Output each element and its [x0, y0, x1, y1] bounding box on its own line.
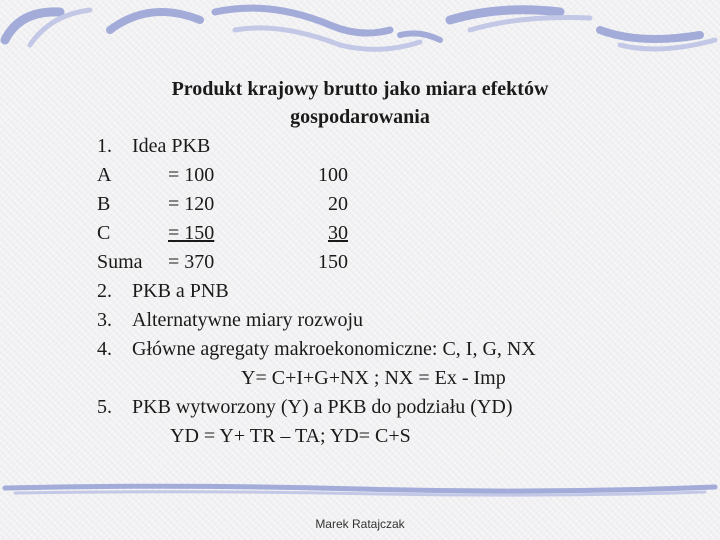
list-item-text: PKB wytworzony (Y) a PKB do podziału (YD) [132, 396, 513, 418]
table-eq: = 150 [168, 222, 215, 244]
table-label: A [97, 164, 112, 186]
table-label: B [97, 193, 111, 215]
list-number: 3. [97, 309, 112, 331]
slide-title-line1: Produkt krajowy brutto jako miara efektów [171, 78, 549, 100]
decorative-line-bottom [0, 480, 720, 500]
footer-author: Marek Ratajczak [315, 517, 405, 531]
list-item-text: Alternatywne miary rozwoju [132, 309, 364, 331]
list-item-text: Idea PKB [132, 135, 211, 157]
table-value: 150 [318, 251, 348, 273]
list-item-text: PKB a PNB [132, 280, 229, 302]
list-item-text: Główne agregaty makroekonomiczne: C, I, G, NX [132, 338, 536, 360]
formula-nx: Y= C+I+G+NX ; NX = Ex - Imp [241, 367, 506, 389]
table-label: Suma [97, 251, 143, 273]
list-number: 4. [97, 338, 112, 360]
table-eq: = 120 [168, 193, 215, 215]
table-value: 100 [318, 164, 348, 186]
slide-title-line2: gospodarowania [290, 106, 430, 128]
table-value: 20 [328, 193, 348, 215]
table-eq: = 100 [168, 164, 215, 186]
list-number: 5. [97, 396, 112, 418]
list-number: 2. [97, 280, 112, 302]
table-eq: = 370 [168, 251, 215, 273]
decorative-swoosh-top [0, 0, 720, 62]
formula-yd: YD = Y+ TR – TA; YD= C+S [170, 425, 411, 447]
table-value: 30 [328, 222, 348, 244]
list-number: 1. [97, 135, 112, 157]
table-label: C [97, 222, 111, 244]
